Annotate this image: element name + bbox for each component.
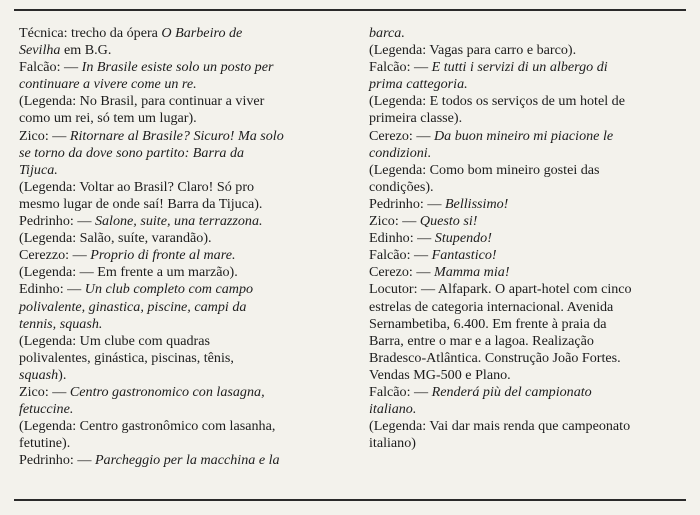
text-line xyxy=(369,230,687,247)
bottom-rule xyxy=(14,499,686,501)
text-segment: fetutine). xyxy=(19,435,71,452)
text-line xyxy=(19,316,341,333)
text-line xyxy=(369,59,687,76)
text-segment: mesmo lugar de onde saí! Barra da Tijuca). xyxy=(19,195,263,212)
text-line xyxy=(369,247,687,264)
text-segment: Barra, entre o mar e a lagoa. Realização xyxy=(369,332,594,349)
text-line xyxy=(19,162,341,179)
text-segment: italiano) xyxy=(369,435,416,452)
text-segment: estrelas de categoria internacional. Avenida xyxy=(369,298,614,315)
text-line xyxy=(19,281,341,298)
text-line xyxy=(369,162,687,179)
italic-text-segment: Bellissimo! xyxy=(444,195,509,212)
italic-text-segment: Questo si! xyxy=(419,213,478,230)
italic-text-segment: fetuccine. xyxy=(19,401,74,418)
text-line xyxy=(19,76,341,93)
italic-text-segment: italiano. xyxy=(369,401,417,418)
text-line xyxy=(369,316,687,333)
italic-text-segment: Proprio di fronte al mare. xyxy=(90,247,236,264)
text-segment: Pedrinho: — xyxy=(19,452,95,469)
text-segment: Falcão: — xyxy=(19,59,82,76)
italic-text-segment: Salone, suite, una terrazzona. xyxy=(94,213,263,230)
text-line xyxy=(369,213,687,230)
italic-text-segment: Un club completo com campo xyxy=(84,281,254,298)
text-segment: (Legenda: Voltar ao Brasil? Claro! Só pro xyxy=(19,178,255,195)
italic-text-segment: Parcheggio per la macchina e la xyxy=(94,452,280,469)
text-line xyxy=(19,25,341,42)
text-line xyxy=(369,384,687,401)
italic-text-segment: Stupendo! xyxy=(434,230,492,247)
text-line xyxy=(19,93,341,110)
text-line xyxy=(19,247,341,264)
text-line xyxy=(369,76,687,93)
text-segment: (Legenda: Salão, suíte, varandão). xyxy=(19,230,212,247)
text-segment: Zico: — xyxy=(19,383,70,400)
text-segment: Vendas MG-500 e Plano. xyxy=(369,366,511,383)
text-line xyxy=(19,179,341,196)
text-segment: Pedrinho: — xyxy=(369,195,445,212)
italic-text-segment: se torno da dove sono partito: Barra da xyxy=(19,144,245,161)
text-line xyxy=(19,264,341,281)
text-segment: Cerezzo: — xyxy=(19,247,91,264)
text-line xyxy=(369,110,687,127)
text-line xyxy=(19,128,341,145)
text-segment: Falcão: — xyxy=(369,59,432,76)
italic-text-segment: continuare a vivere come un re. xyxy=(19,76,197,93)
text-line xyxy=(19,42,341,59)
italic-text-segment: Centro gastronomico con lasagna, xyxy=(69,383,265,400)
text-segment: Zico: — xyxy=(369,213,420,230)
text-segment: Edinho: — xyxy=(369,230,435,247)
italic-text-segment: barca. xyxy=(369,25,405,41)
italic-text-segment: Sevilha xyxy=(19,42,61,59)
text-line xyxy=(369,435,687,452)
text-line xyxy=(19,213,341,230)
text-line xyxy=(369,418,687,435)
text-line xyxy=(369,25,687,42)
text-segment: Falcão: — xyxy=(369,383,432,400)
text-line xyxy=(19,452,341,469)
right-text-column xyxy=(369,25,687,452)
italic-text-segment: prima cattegoria. xyxy=(369,76,468,93)
text-line xyxy=(369,367,687,384)
italic-text-segment: squash xyxy=(19,366,59,383)
text-segment: Falcão: — xyxy=(369,247,432,264)
text-line xyxy=(19,145,341,162)
italic-text-segment: tennis, squash. xyxy=(19,315,103,332)
text-segment: (Legenda: E todos os serviços de um hotel de xyxy=(369,93,625,110)
text-line xyxy=(369,145,687,162)
text-segment: (Legenda: Um clube com quadras xyxy=(19,332,210,349)
text-segment: Zico: — xyxy=(19,127,70,144)
text-segment: ). xyxy=(58,366,67,383)
italic-text-segment: E tutti i servizi di un albergo di xyxy=(431,59,608,76)
text-line xyxy=(19,110,341,127)
text-line xyxy=(19,435,341,452)
text-segment: Edinho: — xyxy=(19,281,85,298)
text-line xyxy=(369,264,687,281)
text-line xyxy=(369,128,687,145)
text-line xyxy=(369,196,687,213)
italic-text-segment: O Barbeiro de xyxy=(161,25,243,41)
text-line xyxy=(369,350,687,367)
italic-text-segment: condizioni. xyxy=(369,144,432,161)
text-line xyxy=(19,418,341,435)
text-line xyxy=(19,59,341,76)
text-segment: Técnica: trecho da ópera xyxy=(19,25,162,41)
italic-text-segment: Mamma mia! xyxy=(433,264,510,281)
text-line xyxy=(369,281,687,298)
text-segment: em B.G. xyxy=(60,42,112,59)
text-segment: Locutor: — Alfapark. O apart-hotel com cinco xyxy=(369,281,632,298)
left-text-column xyxy=(19,25,341,469)
text-line xyxy=(19,367,341,384)
text-line xyxy=(19,299,341,316)
italic-text-segment: Renderá più del campionato xyxy=(431,383,592,400)
italic-text-segment: In Brasile esiste solo un posto per xyxy=(81,59,274,76)
text-segment: primeira classe). xyxy=(369,110,463,127)
text-segment: como um rei, só tem um lugar). xyxy=(19,110,197,127)
italic-text-segment: Da buon mineiro mi piacione le xyxy=(433,127,614,144)
text-line xyxy=(19,384,341,401)
text-line xyxy=(19,230,341,247)
text-segment: (Legenda: — Em frente a um marzão). xyxy=(19,264,238,281)
italic-text-segment: Ritornare al Brasile? Sicuro! Ma solo xyxy=(69,127,284,144)
text-segment: Pedrinho: — xyxy=(19,213,95,230)
text-segment: (Legenda: Como bom mineiro gostei das xyxy=(369,161,600,178)
text-line xyxy=(369,42,687,59)
italic-text-segment: Fantastico! xyxy=(431,247,497,264)
text-segment: Cerezo: — xyxy=(369,264,434,281)
text-segment: Cerezo: — xyxy=(369,127,434,144)
text-segment: (Legenda: No Brasil, para continuar a viver xyxy=(19,93,265,110)
text-line xyxy=(369,179,687,196)
text-segment: Sernambetiba, 6.400. Em frente à praia da xyxy=(369,315,607,332)
text-line xyxy=(369,401,687,418)
text-segment: (Legenda: Centro gastronômico com lasanha, xyxy=(19,418,276,435)
text-line xyxy=(369,299,687,316)
text-line xyxy=(19,401,341,418)
text-line xyxy=(369,333,687,350)
top-rule xyxy=(14,9,686,11)
text-line xyxy=(19,196,341,213)
text-segment: (Legenda: Vai dar mais renda que campeonato xyxy=(369,418,631,435)
text-segment: Bradesco-Atlântica. Construção João Fortes. xyxy=(369,349,621,366)
italic-text-segment: polivalente, ginastica, piscine, campi da xyxy=(19,298,247,315)
text-line xyxy=(19,333,341,350)
italic-text-segment: Tijuca. xyxy=(19,161,58,178)
text-segment: (Legenda: Vagas para carro e barco). xyxy=(369,42,577,59)
text-line xyxy=(369,93,687,110)
text-line xyxy=(19,350,341,367)
text-segment: condições). xyxy=(369,178,434,195)
text-segment: polivalentes, ginástica, piscinas, tênis, xyxy=(19,349,234,366)
